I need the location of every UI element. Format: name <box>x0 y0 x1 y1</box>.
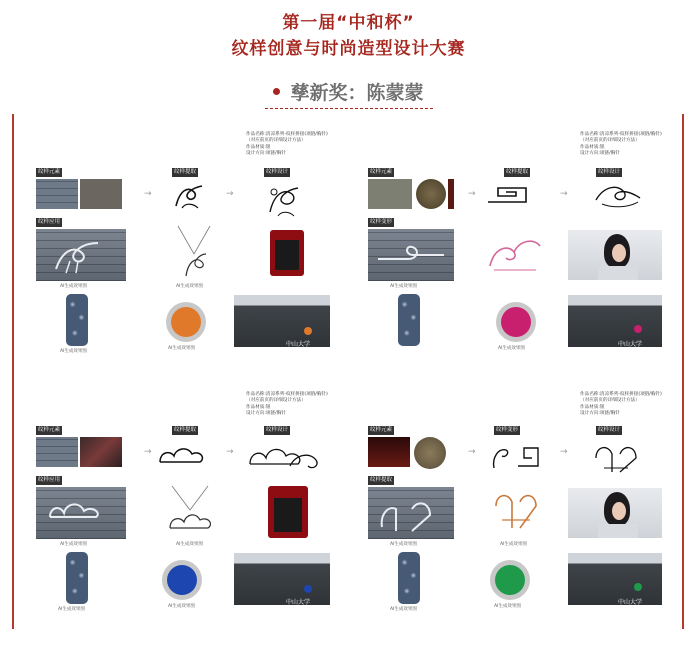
source-image <box>448 179 454 209</box>
wall-application-photo <box>36 229 126 281</box>
watermark: 中山大学 <box>286 599 311 606</box>
arrow-right-icon: → <box>468 189 476 199</box>
brooch-enamel <box>501 307 531 337</box>
arrow-right-icon: → <box>560 189 568 199</box>
box-inner <box>274 498 302 532</box>
designed-motif <box>264 180 304 220</box>
arrow-right-icon: → <box>226 189 234 199</box>
wall-motif <box>368 229 454 281</box>
source-image <box>368 179 412 209</box>
award-heading <box>0 78 697 105</box>
extracted-motif <box>486 182 538 208</box>
image-caption: AI生成效果图 <box>498 346 525 351</box>
source-image <box>36 437 78 467</box>
tag-deform: 纹样变形 <box>496 427 519 433</box>
worn-brooch <box>304 585 312 593</box>
arrow-right-icon: → <box>226 447 234 457</box>
tag-extract: 纹样提取 <box>174 169 197 175</box>
watermark: 中山大学 <box>618 599 643 606</box>
image-caption: AI生成效果图 <box>390 284 417 289</box>
design-note: 作品名称:清凉系列-纹样拼接(项链/胸针) （对应前页的详细设计方法） 作品材质:银 设计方向:项链/胸针 <box>246 392 328 416</box>
worn-brooch <box>304 327 312 335</box>
watermark: 中山大学 <box>286 341 311 348</box>
jewelry-box-render <box>270 230 304 276</box>
extracted-motif <box>488 438 544 472</box>
image-caption: AI生成效果图 <box>58 607 85 612</box>
orange-motif-render <box>488 484 544 540</box>
model-sweater-photo <box>568 553 662 605</box>
designed-motif <box>246 440 326 474</box>
source-image <box>80 437 122 467</box>
arrow-right-icon: → <box>468 447 476 457</box>
box-inner <box>275 240 299 270</box>
source-bronze-mirror <box>416 179 446 209</box>
image-caption: AI生成效果图 <box>390 542 417 547</box>
pink-motif-render <box>484 230 544 278</box>
model-sweater-photo <box>234 295 330 347</box>
source-image <box>80 179 122 209</box>
tag-design: 纹样设计 <box>266 427 289 433</box>
watermark: 中山大学 <box>618 341 643 348</box>
design-note: 作品名称:清凉系列-纹样拼接(项链/胸针) （对应前页的详细设计方法） 作品材质:银 设计方向:项链/胸针 <box>580 132 662 156</box>
wall-motif <box>36 487 126 539</box>
award-text: 孳新奖：陈蒙蒙 <box>290 82 424 104</box>
design-panel-1 <box>32 132 360 354</box>
tag-apply: 纹样应用 <box>38 477 61 483</box>
image-caption: AI生成效果图 <box>168 604 195 609</box>
model-sweater-photo <box>234 553 330 605</box>
design-panel-3 <box>32 392 360 610</box>
phone-case-render <box>398 552 420 604</box>
image-caption: AI生成效果图 <box>60 284 87 289</box>
tag-source: 纹样元素 <box>370 169 393 175</box>
design-panel-4 <box>364 392 692 610</box>
dashed-divider <box>265 108 433 109</box>
contest-title-line1: 第一届“中和杯” <box>282 13 415 33</box>
tag-extract: 纹样提取 <box>174 427 197 433</box>
worn-brooch <box>634 583 642 591</box>
wall-motif <box>36 229 126 281</box>
contest-title-line2: 纹样创意与时尚造型设计大赛 <box>231 39 466 59</box>
arrow-right-icon: → <box>144 189 152 199</box>
wall-application-photo <box>36 487 126 539</box>
tag-design: 纹样设计 <box>266 169 289 175</box>
brooch-render <box>166 302 206 342</box>
tag-design: 纹样设计 <box>598 427 621 433</box>
bullet-dot-icon <box>273 88 280 95</box>
image-caption: AI生成效果图 <box>60 349 87 354</box>
phone-case-render <box>398 294 420 346</box>
brooch-enamel <box>495 565 525 595</box>
source-bronze-mirror <box>414 437 446 469</box>
brooch-enamel <box>167 565 197 595</box>
tag-source: 纹样元素 <box>370 427 393 433</box>
tag-extract: 纹样提取 <box>506 169 529 175</box>
extracted-motif <box>156 442 208 470</box>
source-image <box>368 437 410 467</box>
worn-brooch <box>634 325 642 333</box>
wall-application-photo <box>368 487 454 539</box>
model-face <box>612 502 626 520</box>
model-portrait-photo <box>568 230 662 280</box>
image-caption: AI生成效果图 <box>390 607 417 612</box>
tag-source: 纹样元素 <box>38 427 61 433</box>
image-caption: AI生成效果图 <box>176 542 203 547</box>
designed-motif <box>590 438 642 478</box>
model-face <box>612 244 626 262</box>
image-caption: AI生成效果图 <box>60 542 87 547</box>
image-caption: AI生成效果图 <box>494 604 521 609</box>
model-shirt <box>598 266 638 280</box>
extracted-motif <box>172 180 208 212</box>
tag-apply: 纹样应用 <box>38 219 61 225</box>
source-image <box>36 179 78 209</box>
tag-deform: 纹样变形 <box>370 219 393 225</box>
arrow-right-icon: → <box>144 447 152 457</box>
model-shirt <box>598 524 638 538</box>
designed-motif <box>592 180 644 210</box>
jewelry-box-render <box>268 486 308 538</box>
tag-design: 纹样设计 <box>598 169 621 175</box>
necklace-render <box>162 484 218 540</box>
arrow-right-icon: → <box>560 447 568 457</box>
design-panel-2 <box>364 132 692 350</box>
wall-application-photo <box>368 229 454 281</box>
phone-case-render <box>66 552 88 604</box>
image-caption: AI生成效果图 <box>500 542 527 547</box>
design-note: 作品名称:清凉系列-纹样拼接(项链/胸针) （对应前页的详细设计方法） 作品材质:银 设计方向:项链/胸针 <box>580 392 662 416</box>
brooch-enamel <box>171 307 201 337</box>
brooch-render <box>490 560 530 600</box>
brooch-render <box>496 302 536 342</box>
model-portrait-photo <box>568 488 662 538</box>
brooch-render <box>162 560 202 600</box>
image-caption: AI生成效果图 <box>168 346 195 351</box>
wall-motif <box>368 487 454 539</box>
design-note: 作品名称:清凉系列-纹样拼接(项链/胸针) （对应前页的详细设计方法） 作品材质:银 设计方向:项链/胸针 <box>246 132 328 156</box>
image-caption: AI生成效果图 <box>176 284 203 289</box>
model-sweater-photo <box>568 295 662 347</box>
phone-case-render <box>66 294 88 346</box>
necklace-render <box>172 224 216 282</box>
tag-source: 纹样元素 <box>38 169 61 175</box>
tag-extract: 纹样提取 <box>370 477 393 483</box>
